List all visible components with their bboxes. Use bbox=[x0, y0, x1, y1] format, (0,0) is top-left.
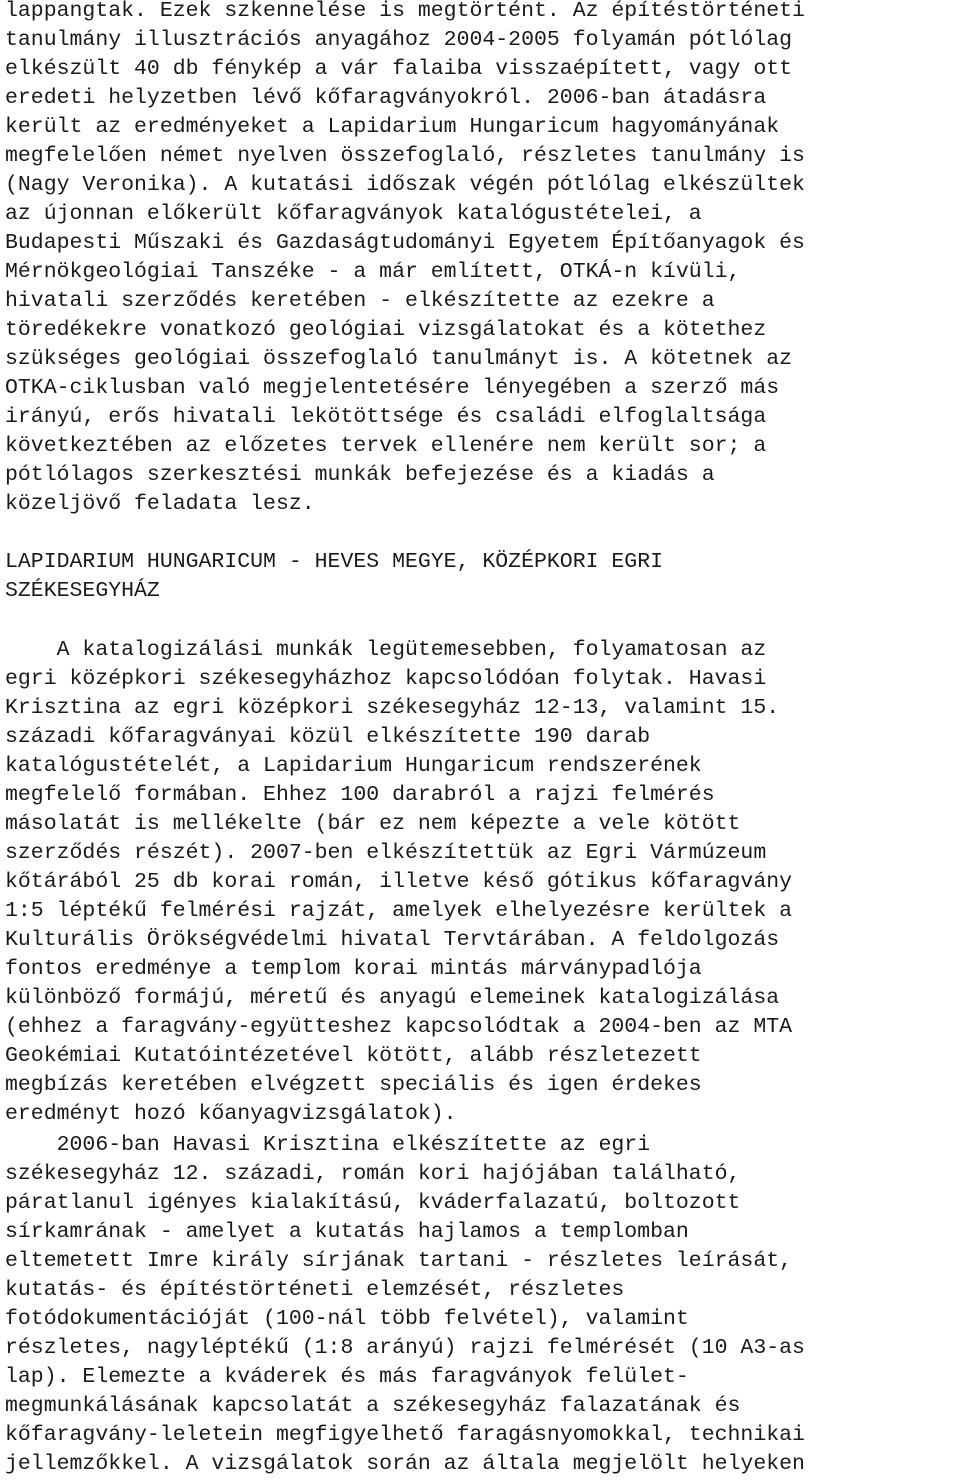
text-line: elkészült 40 db fénykép a vár falaiba visszaépített, vagy ott bbox=[5, 57, 793, 81]
text-line: pótlólagos szerkesztési munkák befejezése és a kiadás a bbox=[5, 463, 715, 487]
text-line: székesegyház 12. századi, román kori hajójában található, bbox=[5, 1162, 741, 1186]
text-line: az újonnan előkerült kőfaragványok katalógustételei, a bbox=[5, 202, 702, 226]
text-line: A katalogizálási munkák legütemesebben, folyamatosan az bbox=[5, 638, 767, 662]
text-line: irányú, erős hivatali lekötöttsége és családi elfoglaltsága bbox=[5, 405, 767, 429]
text-line: kőtárából 25 db korai román, illetve késő gótikus kőfaragvány bbox=[5, 870, 793, 894]
text-line: következtében az előzetes tervek ellenére nem került sor; a bbox=[5, 434, 767, 458]
heading-line: LAPIDARIUM HUNGARICUM - HEVES MEGYE, KÖZÉPKORI EGRI bbox=[5, 550, 664, 574]
text-line: megfelelően német nyelven összefoglaló, részletes tanulmány is bbox=[5, 144, 805, 168]
text-line: (ehhez a faragvány-együtteshez kapcsolódtak a 2004-ben az MTA bbox=[5, 1015, 793, 1039]
text-line: került az eredményeket a Lapidarium Hungaricum hagyományának bbox=[5, 115, 780, 139]
text-line: fontos eredménye a templom korai mintás márványpadlója bbox=[5, 957, 702, 981]
heading-line: SZÉKESEGYHÁZ bbox=[5, 579, 160, 603]
text-line: megbízás keretében elvégzett speciális és igen érdekes bbox=[5, 1073, 702, 1097]
text-line: Krisztina az egri középkori székesegyház 12-13, valamint 15. bbox=[5, 696, 780, 720]
text-line: 2006-ban Havasi Krisztina elkészítette az egri bbox=[5, 1133, 651, 1157]
text-line: töredékekre vonatkozó geológiai vizsgálatokat és a kötethez bbox=[5, 318, 767, 342]
text-line: jellemzőkkel. A vizsgálatok során az általa megjelölt helyeken bbox=[5, 1452, 805, 1476]
text-line: sírkamrának - amelyet a kutatás hajlamos a templomban bbox=[5, 1220, 689, 1244]
text-line: különböző formájú, méretű és anyagú elemeinek katalogizálása bbox=[5, 986, 780, 1010]
text-line: hivatali szerződés keretében - elkészítette az ezekre a bbox=[5, 289, 715, 313]
text-line: Geokémiai Kutatóintézetével kötött, alább részletezett bbox=[5, 1044, 702, 1068]
text-line: lappangtak. Ezek szkennelése is megtörtént. Az építéstörténeti bbox=[5, 0, 805, 23]
text-line: másolatát is mellékelte (bár ez nem képezte a vele kötött bbox=[5, 812, 741, 836]
text-line: 1:5 léptékű felmérési rajzát, amelyek elhelyezésre kerültek a bbox=[5, 899, 793, 923]
text-line: eredeti helyzetben lévő kőfaragványokról. 2006-ban átadásra bbox=[5, 86, 767, 110]
text-line: (Nagy Veronika). A kutatási időszak végén pótlólag elkészültek bbox=[5, 173, 805, 197]
text-line: megmunkálásának kapcsolatát a székesegyház falazatának és bbox=[5, 1394, 741, 1418]
text-line: eltemetett Imre király sírjának tartani - részletes leírását, bbox=[5, 1249, 793, 1273]
text-line: Budapesti Műszaki és Gazdaságtudományi Egyetem Építőanyagok és bbox=[5, 231, 805, 255]
text-line: OTKA-ciklusban való megjelentetésére lényegében a szerző más bbox=[5, 376, 780, 400]
text-line: szükséges geológiai összefoglaló tanulmányt is. A kötetnek az bbox=[5, 347, 793, 371]
text-line: eredményt hozó kőanyagvizsgálatok). bbox=[5, 1102, 457, 1126]
text-line: lap). Elemezte a kváderek és más faragványok felület- bbox=[5, 1365, 689, 1389]
text-line: páratlanul igényes kialakítású, kváderfalazatú, boltozott bbox=[5, 1191, 741, 1215]
text-line: tanulmány illusztrációs anyagához 2004-2005 folyamán pótlólag bbox=[5, 28, 793, 52]
text-line: megfelelő formában. Ehhez 100 darabról a rajzi felmérés bbox=[5, 783, 715, 807]
text-line: közeljövő feladata lesz. bbox=[5, 492, 315, 516]
text-line: Kulturális Örökségvédelmi hivatal Tervtárában. A feldolgozás bbox=[5, 928, 780, 952]
text-line: részletes, nagyléptékű (1:8 arányú) rajzi felmérését (10 A3-as bbox=[5, 1336, 805, 1360]
text-line: egri középkori székesegyházhoz kapcsolódóan folytak. Havasi bbox=[5, 667, 767, 691]
text-line: századi kőfaragványai közül elkészítette 190 darab bbox=[5, 725, 651, 749]
text-line: kutatás- és építéstörténeti elemzését, részletes bbox=[5, 1278, 625, 1302]
text-line: Mérnökgeológiai Tanszéke - a már említett, OTKÁ-n kívüli, bbox=[5, 260, 741, 284]
text-line: kőfaragvány-leletein megfigyelhető faragásnyomokkal, technikai bbox=[5, 1423, 805, 1447]
text-line: szerződés részét). 2007-ben elkészítettük az Egri Vármúzeum bbox=[5, 841, 767, 865]
text-line: fotódokumentációját (100-nál több felvétel), valamint bbox=[5, 1307, 689, 1331]
text-line: katalógustételét, a Lapidarium Hungaricum rendszerének bbox=[5, 754, 702, 778]
